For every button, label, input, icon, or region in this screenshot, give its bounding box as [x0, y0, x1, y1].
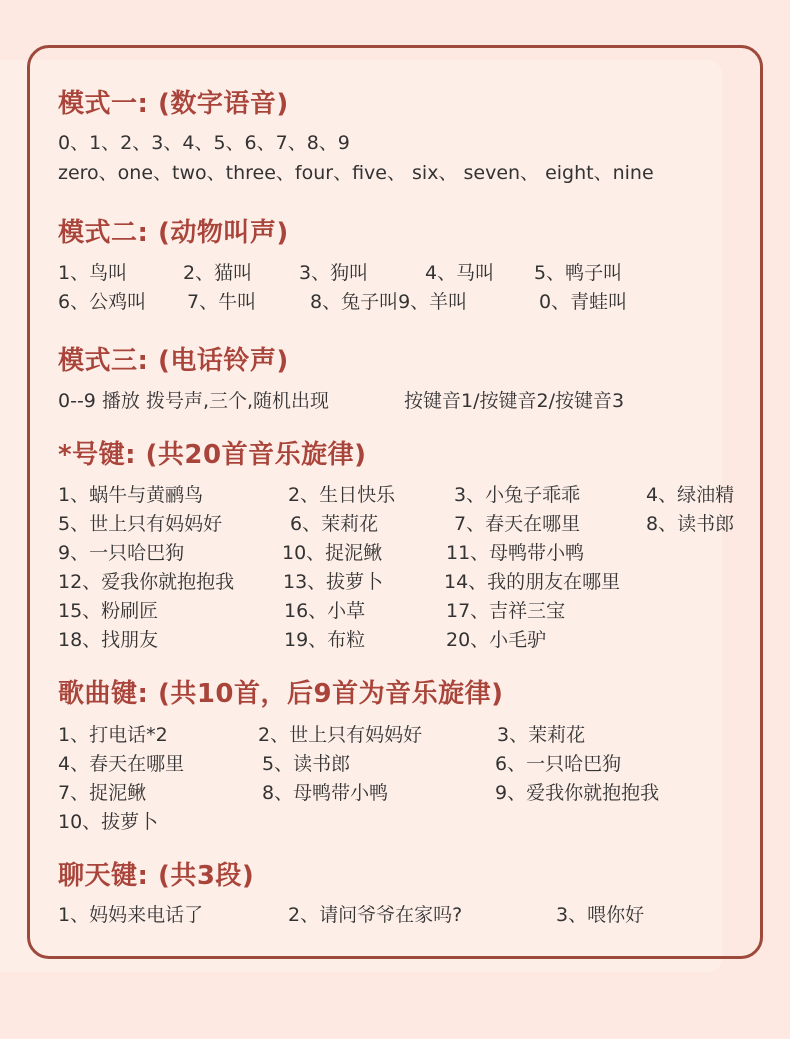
list-item: 1、妈妈来电话了 [58, 904, 204, 926]
list-item: 10、拔萝卜 [58, 811, 159, 833]
list-item: 6、一只哈巴狗 [495, 753, 622, 775]
list-item: 15、粉刷匠 [58, 600, 159, 622]
chat-key-title: 聊天键: (共3段) [58, 861, 255, 891]
list-item: 4、马叫 [425, 262, 495, 284]
list-item: 3、小兔子乖乖 [454, 484, 581, 506]
list-item: 2、猫叫 [183, 262, 253, 284]
list-item: 按键音1/按键音2/按键音3 [404, 390, 625, 412]
list-item: 2、生日快乐 [288, 484, 396, 506]
list-item: 9、爱我你就抱抱我 [495, 782, 660, 804]
list-item: 13、拔萝卜 [283, 571, 384, 593]
list-item: 0、青蛙叫 [539, 291, 628, 313]
list-item: 20、小毛驴 [446, 629, 547, 651]
mode1-digits-line: 0、1、2、3、4、5、6、7、8、9 [58, 132, 350, 154]
list-item: 8、兔子叫9、羊叫 [310, 291, 468, 313]
list-item: 14、我的朋友在哪里 [444, 571, 621, 593]
list-item: 6、茉莉花 [290, 513, 379, 535]
list-item: 6、公鸡叫 [58, 291, 147, 313]
list-item: 4、绿油精 [646, 484, 735, 506]
list-item: 7、牛叫 [187, 291, 257, 313]
list-item: 4、春天在哪里 [58, 753, 185, 775]
list-item: 18、找朋友 [58, 629, 159, 651]
list-item: 3、茉莉花 [497, 724, 586, 746]
mode1-title: 模式一: (数字语音) [58, 89, 289, 119]
list-item: 1、蜗牛与黄鹂鸟 [58, 484, 204, 506]
list-item: 5、读书郎 [262, 753, 351, 775]
list-item: 5、鸭子叫 [534, 262, 623, 284]
song-key-title: 歌曲键: (共10首，后9首为音乐旋律) [58, 679, 504, 709]
list-item: 2、世上只有妈妈好 [258, 724, 423, 746]
list-item: 0--9 播放 拨号声,三个,随机出现 [58, 390, 330, 412]
list-item: 9、一只哈巴狗 [58, 542, 185, 564]
list-item: 2、请问爷爷在家吗? [288, 904, 463, 926]
mode2-title: 模式二: (动物叫声) [58, 218, 289, 248]
list-item: 7、春天在哪里 [454, 513, 581, 535]
list-item: 1、鸟叫 [58, 262, 128, 284]
list-item: 17、吉祥三宝 [446, 600, 566, 622]
list-item: 11、母鸭带小鸭 [446, 542, 585, 564]
list-item: 3、喂你好 [556, 904, 645, 926]
list-item: 8、母鸭带小鸭 [262, 782, 389, 804]
mode1-words-line: zero、one、two、three、four、five、 six、 seven、 eight、nine [58, 162, 654, 184]
list-item: 7、捉泥鳅 [58, 782, 147, 804]
list-item: 5、世上只有妈妈好 [58, 513, 223, 535]
list-item: 3、狗叫 [299, 262, 369, 284]
list-item: 10、捉泥鳅 [282, 542, 383, 564]
star-key-title: *号键: (共20首音乐旋律) [58, 440, 367, 470]
list-item: 1、打电话*2 [58, 724, 168, 746]
list-item: 19、布粒 [284, 629, 366, 651]
mode3-title: 模式三: (电话铃声) [58, 346, 289, 376]
list-item: 12、爱我你就抱抱我 [58, 571, 235, 593]
list-item: 8、读书郎 [646, 513, 735, 535]
list-item: 16、小草 [284, 600, 366, 622]
